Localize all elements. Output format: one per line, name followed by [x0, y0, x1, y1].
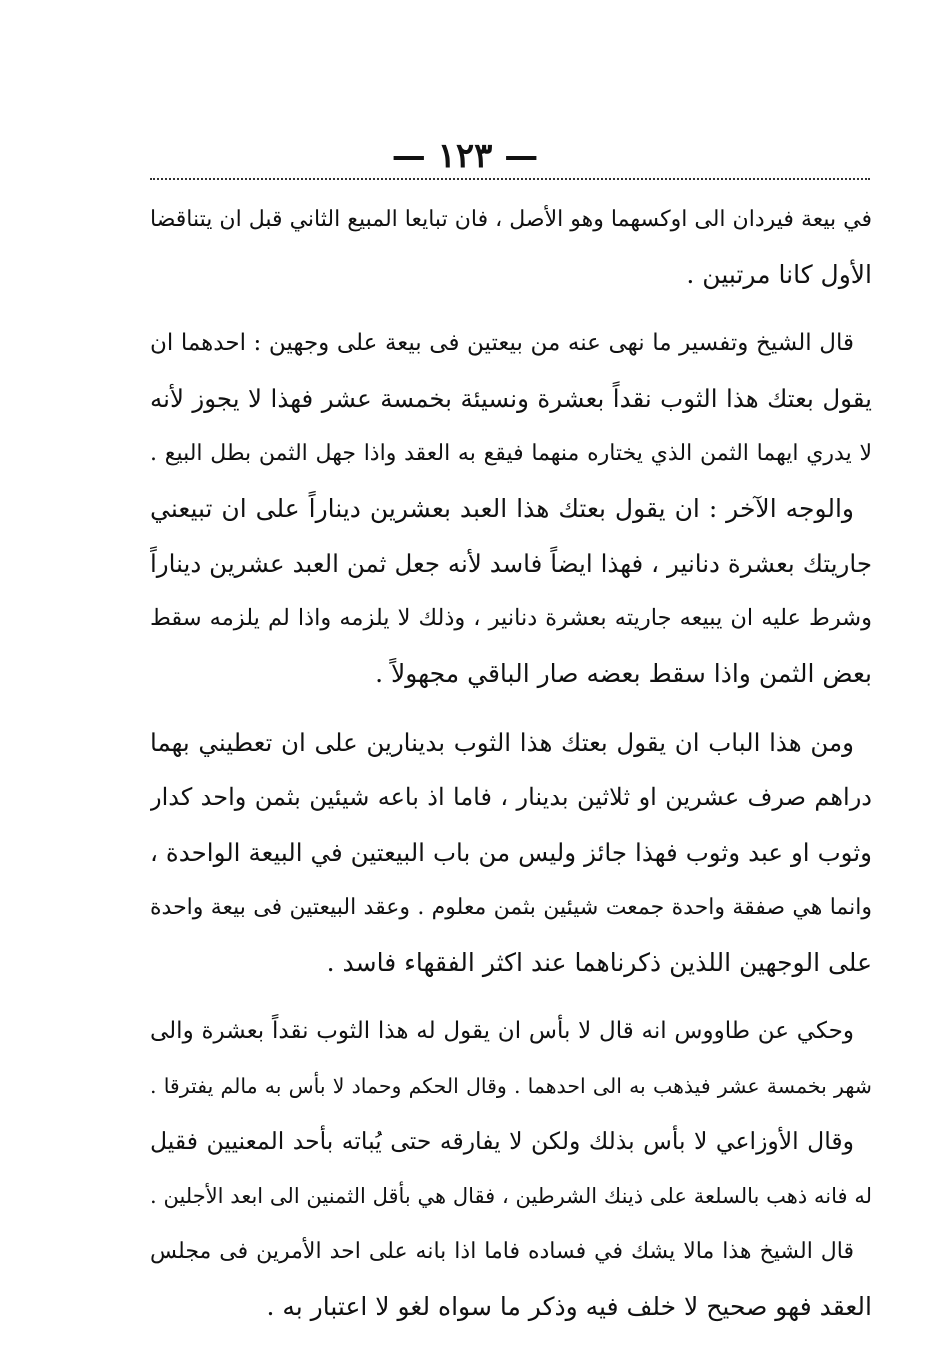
text-line: في بيعة فيردان الى اوكسهما وهو الأصل ، فان تبايعا المبيع الثاني قبل ان يتناقضا	[150, 207, 872, 232]
text-line: وثوب او عبد وثوب فهذا جائز وليس من باب البيعتين في البيعة الواحدة ،	[150, 838, 872, 867]
text-line: والوجه الآخر : ان يقول بعتك هذا العبد بعشرين ديناراً على ان تبيعني	[150, 494, 854, 523]
text-line: يقول بعتك هذا الثوب نقداً بعشرة ونسيئة بخمسة عشر فهذا لا يجوز لأنه	[150, 384, 872, 413]
text-line: شهر بخمسة عشر فيذهب به الى احدهما . وقال الحكم وحماد لا بأس به مالم يفترقا .	[150, 1074, 872, 1098]
paragraph	[150, 1004, 872, 1334]
text-line: على الوجهين اللذين ذكرناهما عند اكثر الفقهاء فاسد .	[326, 948, 872, 977]
text-line: قال الشيخ هذا مالا يشك في فساده فاما اذا بانه على احد الأمرين فى مجلس	[150, 1239, 854, 1264]
text-line: وشرط عليه ان يبيعه جاريته بعشرة دنانير ، وذلك لا يلزمه واذا لم يلزمه سقط	[150, 605, 872, 631]
page-number: — ١٢٣ —	[391, 136, 539, 176]
header-divider	[150, 178, 870, 180]
text-line: العقد فهو صحيح لا خلف فيه وذكر ما سواه لغو لا اعتبار به .	[266, 1292, 872, 1321]
text-line: وانما هي صفقة واحدة جمعت شيئين بثمن معلوم . وعقد البيعتين فى بيعة واحدة	[150, 895, 872, 920]
paragraph	[150, 192, 872, 302]
body-text	[150, 192, 872, 1334]
text-line: لا يدري ايهما الثمن الذي يختاره منهما فيقع به العقد واذا جهل الثمن بطل البيع .	[150, 441, 872, 466]
text-line: الأول كانا مرتبين .	[686, 260, 872, 289]
paragraph	[150, 316, 872, 701]
paragraph	[150, 715, 872, 990]
text-line: دراهم صرف عشرين او ثلاثين بدينار ، فاما اذ باعه شيئين بثمن واحد كدار	[150, 783, 872, 811]
text-line: جاريتك بعشرة دنانير ، فهذا ايضاً فاسد لأنه جعل ثمن العبد عشرين ديناراً	[150, 549, 872, 578]
text-line: بعض الثمن واذا سقط بعضه صار الباقي مجهولاً .	[375, 659, 872, 688]
text-line: وحكي عن طاووس انه قال لا بأس ان يقول له هذا الثوب نقداً بعشرة والى	[150, 1018, 854, 1044]
text-line: له فانه ذهب بالسلعة على ذينك الشرطين ، فقال هي بأقل الثمنين الى ابعد الأجلين .	[150, 1184, 872, 1208]
text-line: وقال الأوزاعي لا بأس بذلك ولكن لا يفارقه حتى يُباته بأحد المعنيين فقيل	[150, 1127, 854, 1155]
text-line: ومن هذا الباب ان يقول بعتك هذا الثوب بدينارين على ان تعطيني بهما	[150, 728, 854, 757]
text-line: قال الشيخ وتفسير ما نهى عنه من بيعتين فى بيعة على وجهين : احدهما ان	[150, 330, 854, 356]
